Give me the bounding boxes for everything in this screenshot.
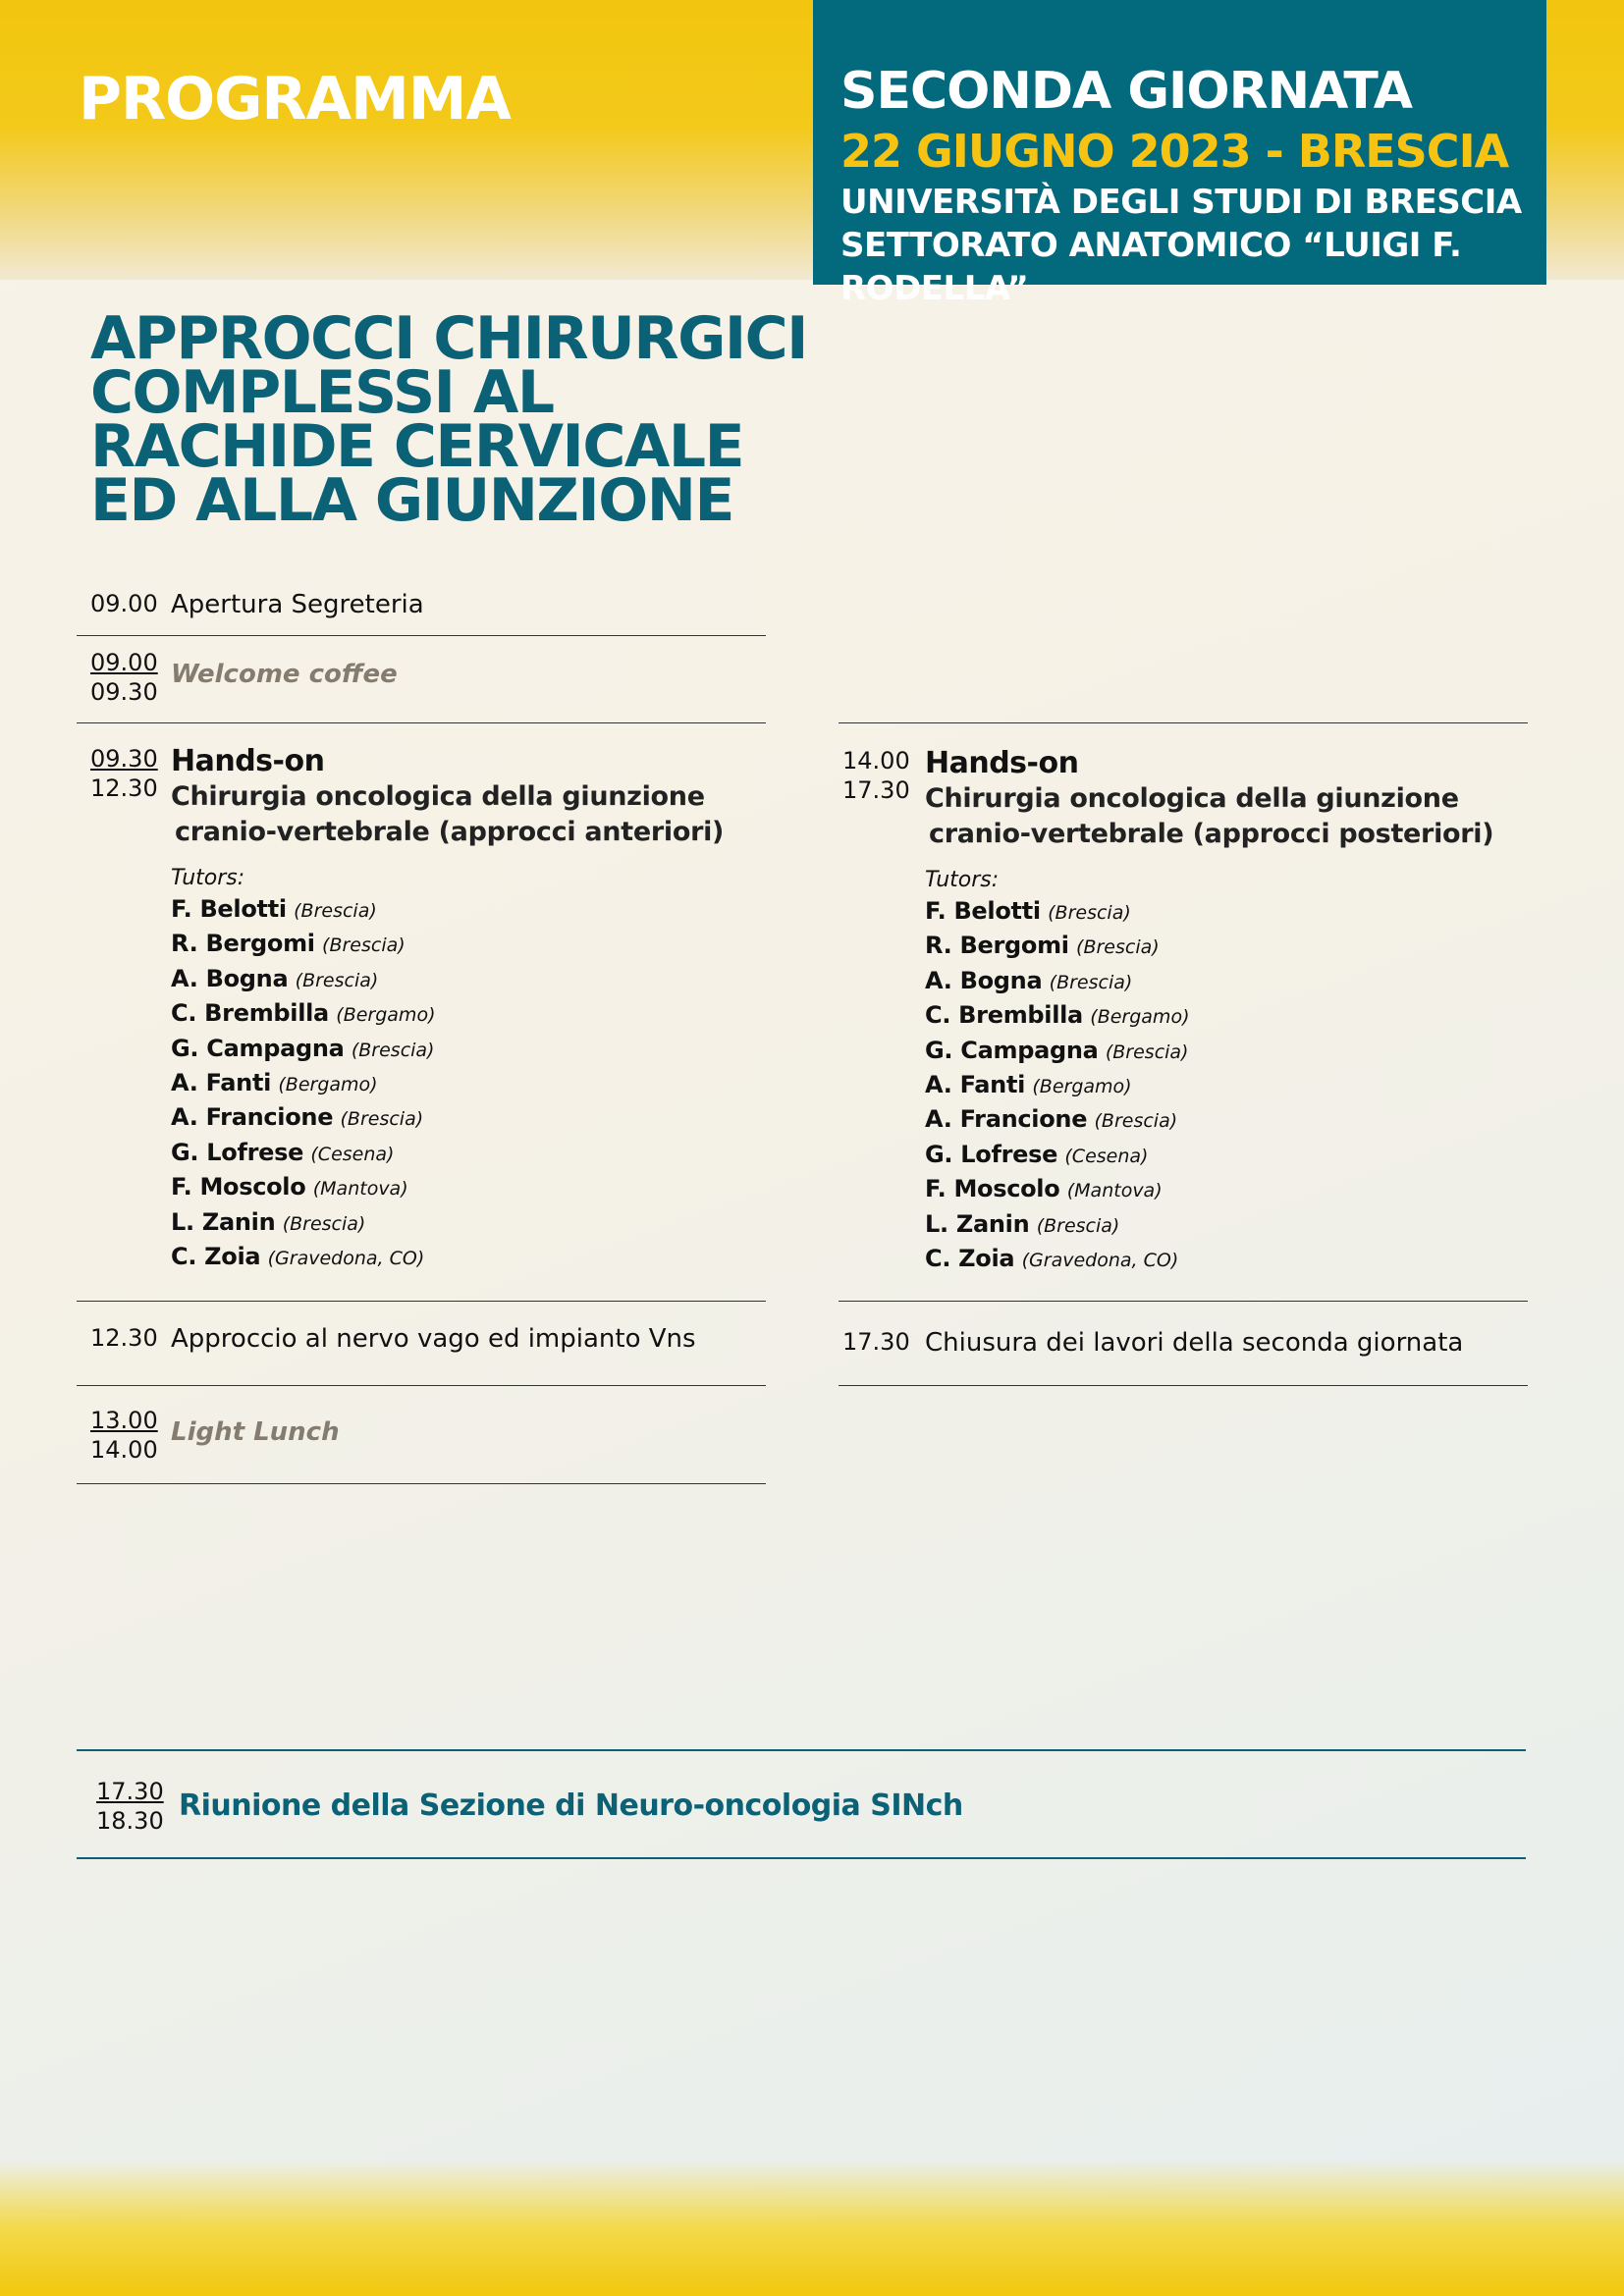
schedule-row-chiusura <box>842 1327 1463 1359</box>
tutor-item: A. Fanti (Bergamo) <box>925 1071 1132 1099</box>
handson-title: Hands-on <box>171 744 325 778</box>
divider <box>839 722 1528 723</box>
schedule-row-lunch <box>90 1406 340 1465</box>
event-text: Chiusura dei lavori della seconda giornata <box>925 1328 1464 1358</box>
divider <box>77 635 766 636</box>
divider <box>839 1385 1528 1386</box>
handson-block <box>171 744 724 1275</box>
event-text: Apertura Segreteria <box>171 590 424 619</box>
title-line: APPROCCI CHIRURGICI <box>90 304 807 373</box>
divider-teal <box>77 1857 1526 1859</box>
time: 09.00 <box>90 590 158 617</box>
divider <box>77 1385 766 1386</box>
tutor-item: A. Bogna (Brescia) <box>171 964 379 992</box>
event-text: Riunione della Sezione di Neuro-oncologia SINch <box>179 1789 963 1823</box>
programma-label: PROGRAMMA <box>79 65 511 133</box>
tutor-item: G. Campagna (Brescia) <box>171 1034 435 1062</box>
divider <box>77 1301 766 1302</box>
tutor-item: G. Campagna (Brescia) <box>925 1036 1189 1064</box>
tutor-item: A. Francione (Brescia) <box>925 1105 1178 1134</box>
tutor-item: G. Lofrese (Cesena) <box>171 1138 395 1166</box>
divider <box>77 722 766 723</box>
tutor-item: C. Zoia (Gravedona, CO) <box>171 1243 425 1271</box>
day-date: 22 GIUGNO 2023 - BRESCIA <box>840 125 1509 178</box>
time-end: 12.30 <box>90 774 158 802</box>
time-range <box>842 746 925 805</box>
time-start: 09.00 <box>90 649 158 676</box>
schedule-row-riunione <box>96 1777 963 1836</box>
tutor-item: F. Belotti (Brescia) <box>925 897 1131 925</box>
time-start: 17.30 <box>96 1778 164 1805</box>
title-line: COMPLESSI AL <box>90 358 554 427</box>
tutors-label: Tutors: <box>925 868 1000 892</box>
tutor-item: A. Fanti (Bergamo) <box>171 1069 378 1097</box>
tutor-item: R. Bergomi (Brescia) <box>925 932 1160 960</box>
tutor-item: C. Zoia (Gravedona, CO) <box>925 1245 1179 1273</box>
event-text: Approccio al nervo vago ed impianto Vns <box>171 1324 696 1354</box>
divider-teal <box>77 1749 1526 1751</box>
time-end: 09.30 <box>90 678 158 706</box>
time: 12.30 <box>90 1324 158 1352</box>
time-range <box>90 648 171 707</box>
time-end: 17.30 <box>842 776 910 804</box>
tutor-item: F. Moscolo (Mantova) <box>925 1175 1163 1203</box>
tutors-label: Tutors: <box>171 866 245 890</box>
title-line: RACHIDE CERVICALE <box>90 412 744 481</box>
tutor-item: A. Bogna (Brescia) <box>925 966 1133 994</box>
venue-name: SETTORATO ANATOMICO “LUIGI F. RODELLA” <box>840 226 1462 308</box>
schedule-row-segreteria <box>90 589 424 620</box>
event-text: Welcome coffee <box>171 660 398 689</box>
schedule-row-handson-morning <box>90 744 724 1275</box>
handson-title: Hands-on <box>925 746 1079 780</box>
handson-subtitle: cranio-vertebrale (approcci anteriori) <box>175 817 725 847</box>
footer-background <box>0 2160 1624 2296</box>
divider <box>77 1483 766 1484</box>
tutor-item: G. Lofrese (Cesena) <box>925 1140 1149 1168</box>
tutor-item: R. Bergomi (Brescia) <box>171 930 406 958</box>
time-range <box>96 1777 179 1836</box>
divider <box>839 1301 1528 1302</box>
day-info-box <box>813 0 1546 308</box>
handson-block <box>925 746 1493 1277</box>
tutor-item: F. Moscolo (Mantova) <box>171 1173 408 1201</box>
handson-subtitle: cranio-vertebrale (approcci posteriori) <box>929 819 1494 849</box>
university-name: UNIVERSITÀ DEGLI STUDI DI BRESCIA <box>840 183 1522 222</box>
time-end: 18.30 <box>96 1807 164 1835</box>
handson-subtitle: Chirurgia oncologica della giunzione <box>925 783 1459 814</box>
title-line: ED ALLA GIUNZIONE <box>90 466 733 535</box>
time-start: 14.00 <box>842 747 910 774</box>
tutor-item: L. Zanin (Brescia) <box>171 1207 366 1236</box>
schedule-row-coffee <box>90 648 398 707</box>
handson-subtitle: Chirurgia oncologica della giunzione <box>171 781 705 812</box>
schedule-row-vago <box>90 1323 696 1355</box>
time-start: 13.00 <box>90 1407 158 1434</box>
day-title: SECONDA GIORNATA <box>840 62 1413 121</box>
time-end: 14.00 <box>90 1436 158 1464</box>
tutor-list <box>171 893 724 1275</box>
time-start: 09.30 <box>90 745 158 773</box>
tutor-item: F. Belotti (Brescia) <box>171 895 377 923</box>
tutor-item: C. Brembilla (Bergamo) <box>925 1001 1190 1030</box>
event-text: Light Lunch <box>171 1417 340 1447</box>
tutor-list <box>925 895 1493 1277</box>
tutor-item: L. Zanin (Brescia) <box>925 1209 1120 1238</box>
schedule-row-handson-afternoon <box>842 746 1493 1277</box>
time-range <box>90 1406 171 1465</box>
time-range <box>90 744 171 803</box>
tutor-item: C. Brembilla (Bergamo) <box>171 999 436 1028</box>
page-title <box>90 304 807 535</box>
tutor-item: A. Francione (Brescia) <box>171 1103 424 1132</box>
time: 17.30 <box>842 1328 910 1356</box>
